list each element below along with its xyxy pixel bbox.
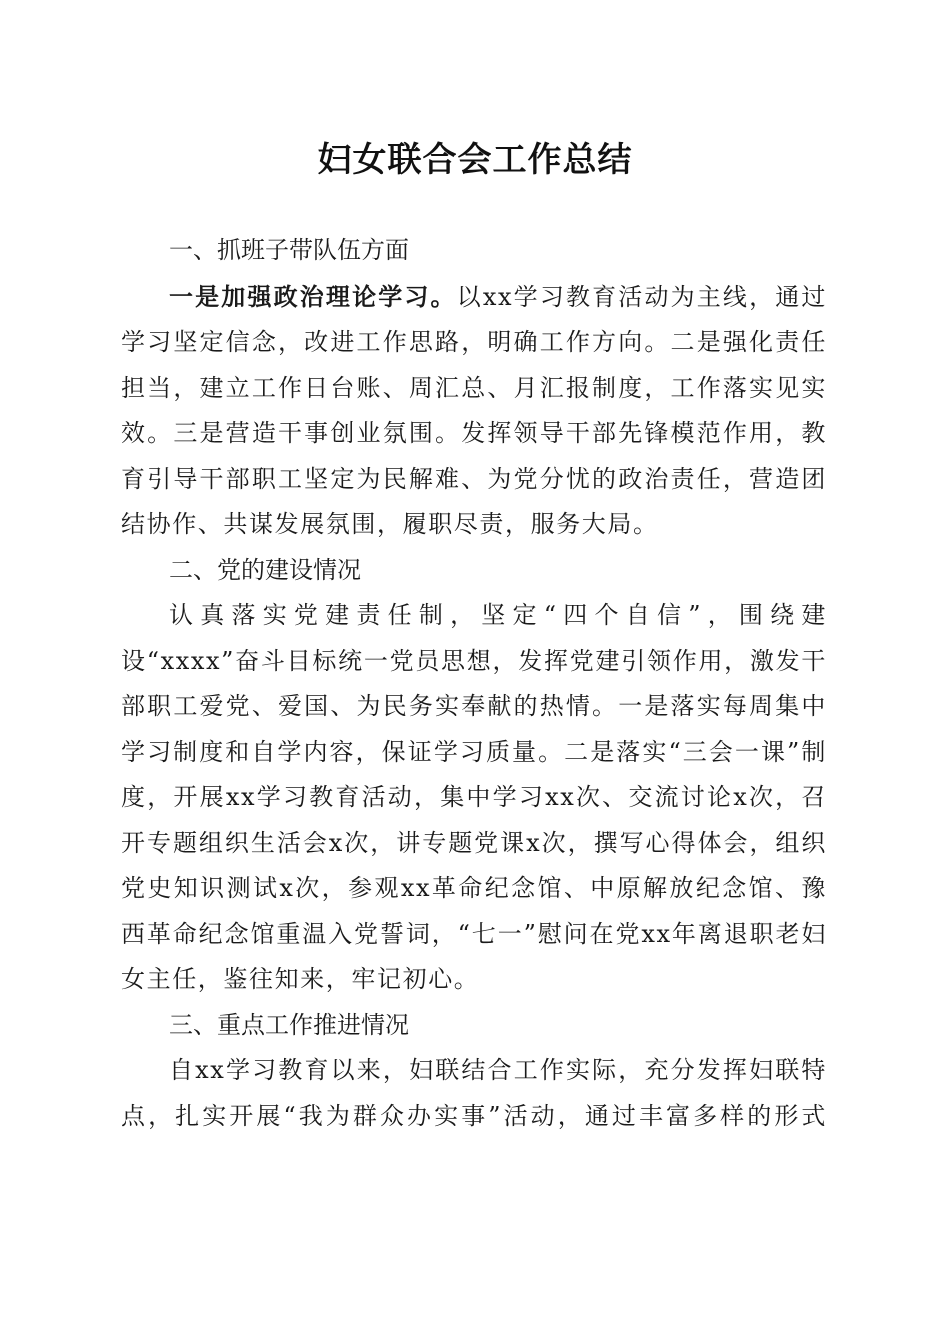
- section-heading-1: 一、抓班子带队伍方面: [169, 236, 409, 264]
- section-1-text: 以xx学习教育活动为主线，通过学习坚定信念，改进工作思路，明确工作方向。二是强化责任担当，建立工作日台账、周汇总、月汇报制度，工作落实见实效。三是营造干事创业氛围。发挥领导干部先锋模范作用，教育引导干部职工坚定为民解难、为党分忧的政治责任，营造团结协作、共谋发展氛围，履职尽责，服务大局。: [121, 282, 827, 538]
- section-heading-3: 三、重点工作推进情况: [169, 1010, 409, 1039]
- section-heading-2: 二、党的建设情况: [169, 555, 361, 584]
- section-paragraph-1: [121, 274, 827, 548]
- section-1-lead: 一是加强政治理论学习。: [169, 281, 457, 311]
- section-paragraph-3: 自xx学习教育以来，妇联结合工作实际，充分发挥妇联特点，扎实开展“我为群众办实事”活动，通过丰富多样的形式: [121, 1056, 827, 1130]
- section-paragraph-2: 认真落实党建责任制，坚定“四个自信”，围绕建设“xxxx”奋斗目标统一党员思想，发挥党建引领作用，激发干部职工爱党、爱国、为民务实奉献的热情。一是落实每周集中学习制度和自学内容，保证学习质量。二是落实“三会一课”制度，开展xx学习教育活动，集中学习xx次、交流讨论x次，召开专题组织生活会x次，讲专题党课x次，撰写心得体会，组织党史知识测试x次，参观xx革命纪念馆、中原解放纪念馆、豫西革命纪念馆重温入党誓词，“七一”慰问在党xx年离退职老妇女主任，鉴往知来，牢记初心。: [121, 601, 827, 993]
- document-body: [121, 228, 827, 1139]
- document-title: 妇女联合会工作总结: [317, 140, 633, 180]
